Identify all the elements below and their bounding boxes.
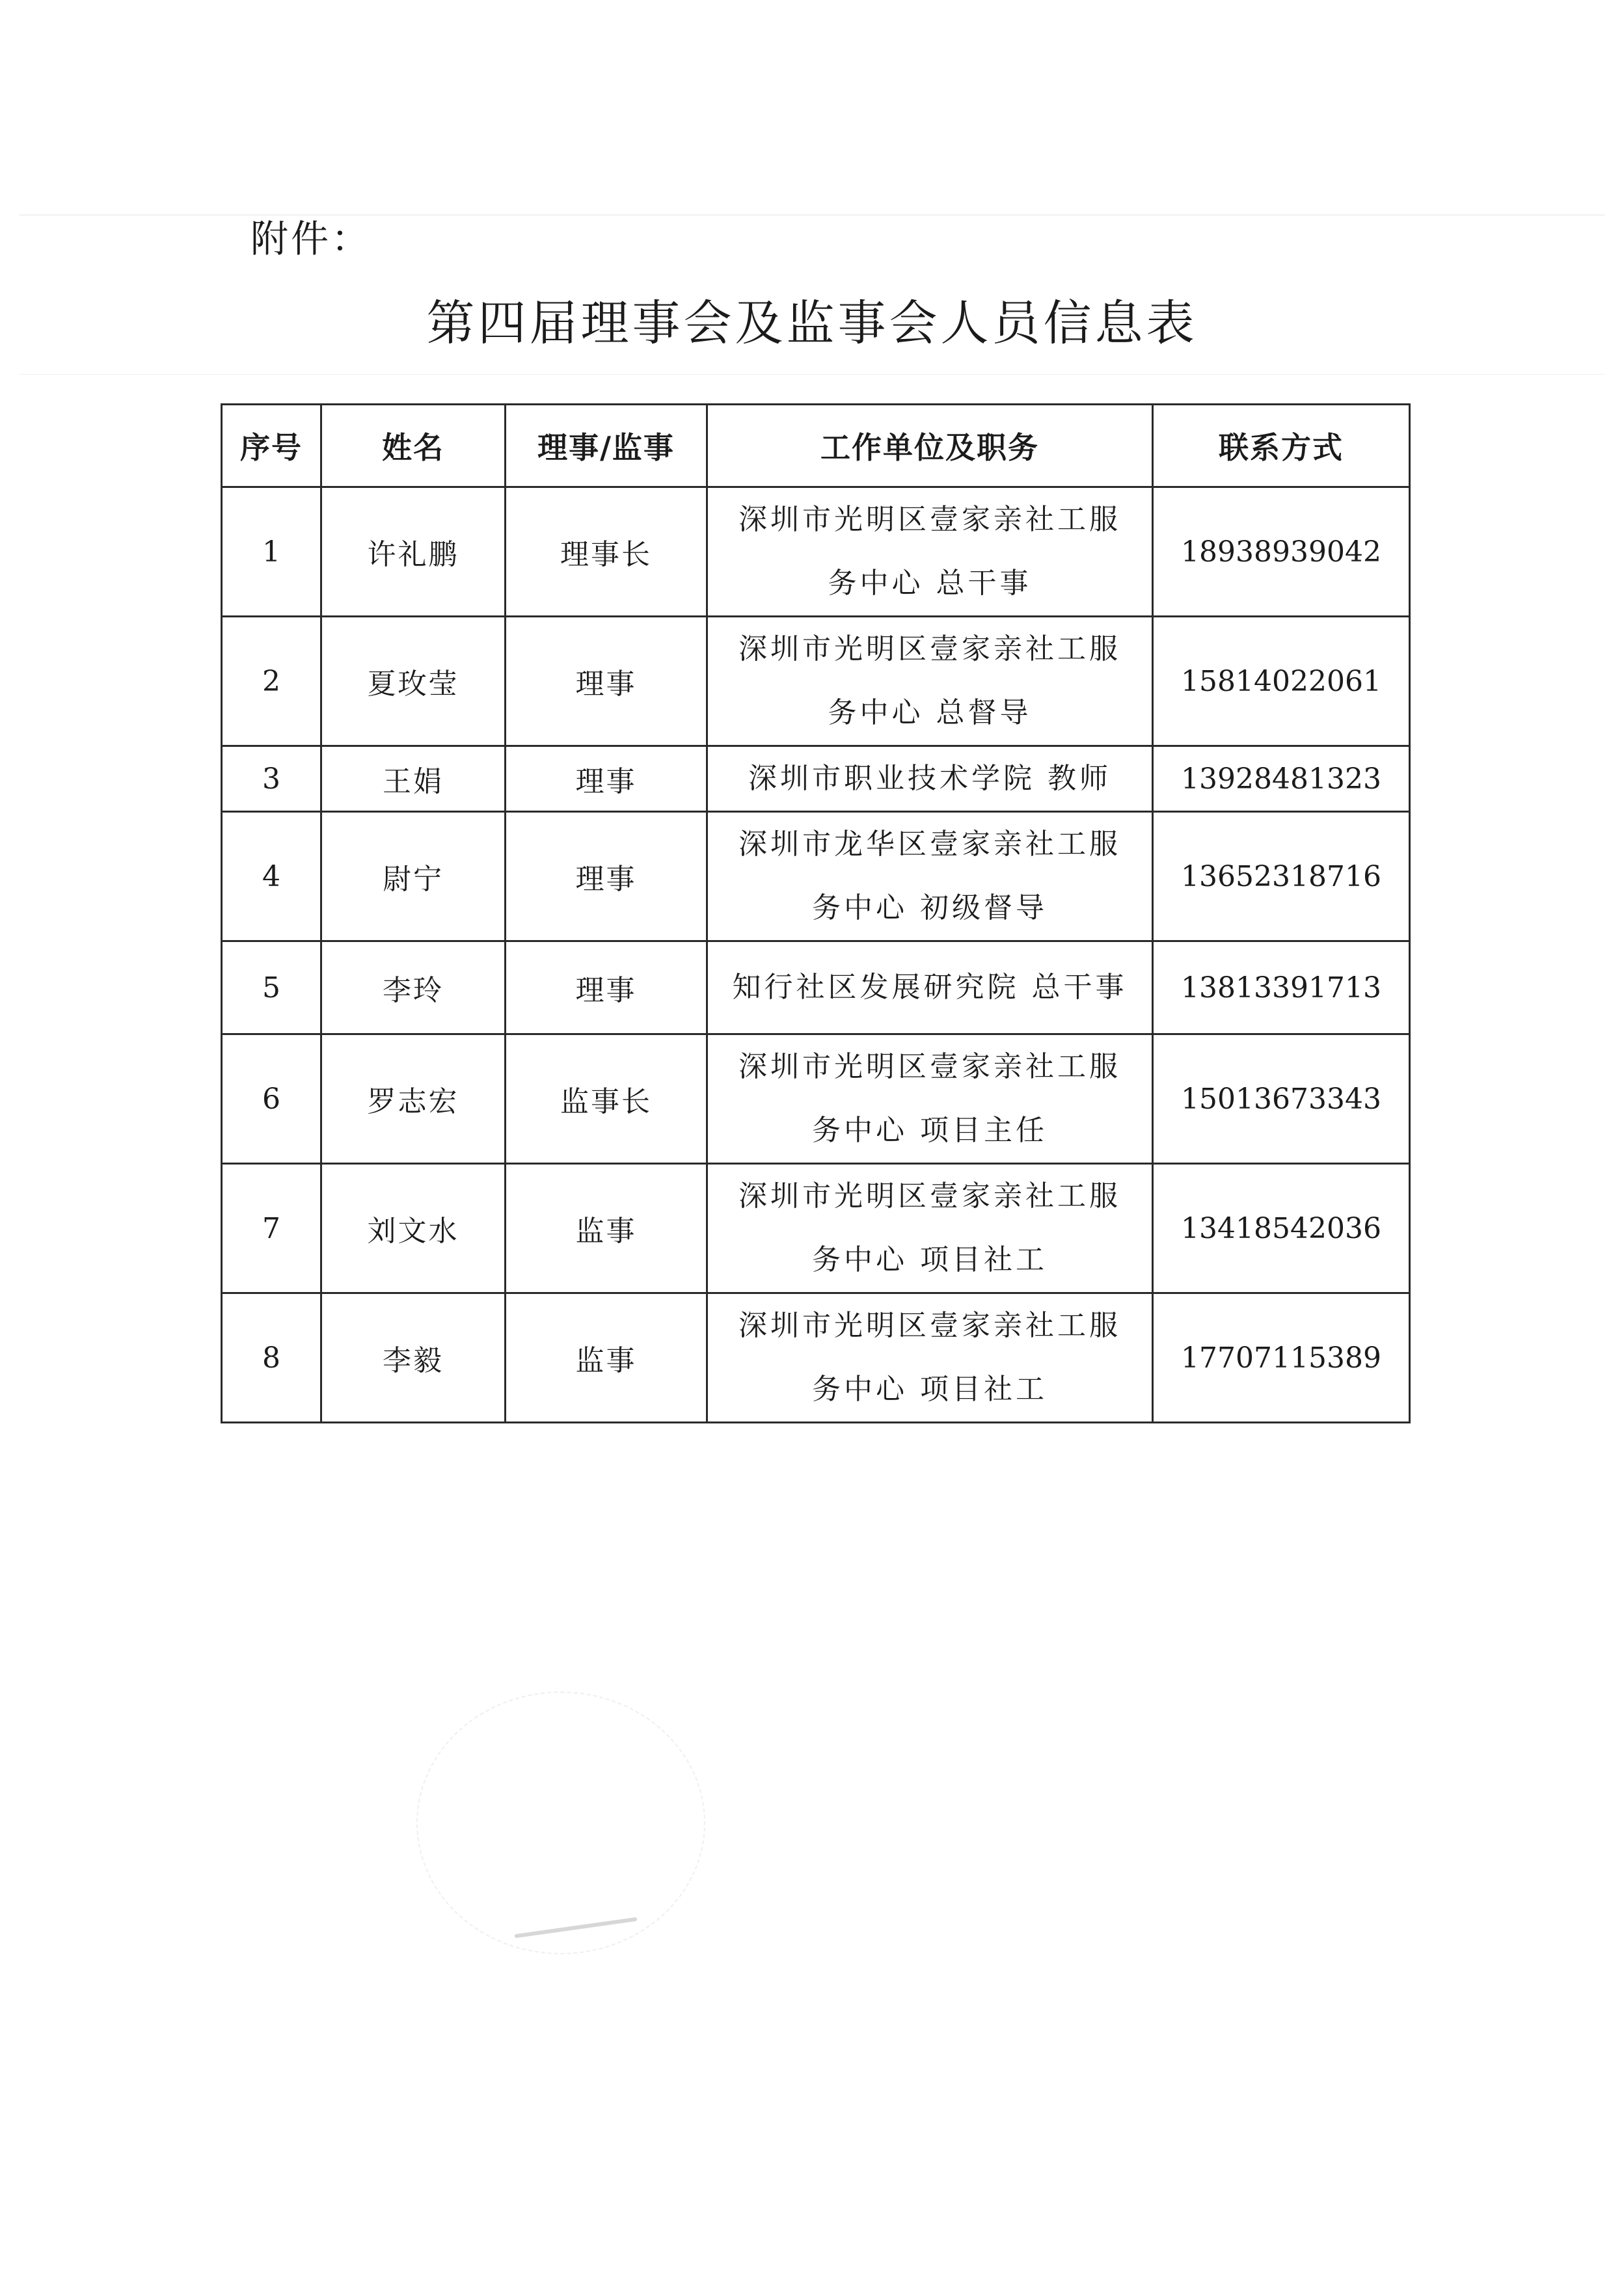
page-title: 第四届理事会及监事会人员信息表 bbox=[426, 295, 1198, 351]
org-line: 深圳市龙华区壹家亲社工服 bbox=[738, 828, 1121, 861]
org-line: 知行社区发展研究院 总干事 bbox=[732, 971, 1128, 1004]
cell-seq: 8 bbox=[222, 1293, 321, 1423]
cell-phone: 13928481323 bbox=[1153, 746, 1410, 812]
org-line: 务中心 总干事 bbox=[828, 567, 1032, 600]
cell-role: 监事 bbox=[506, 1164, 707, 1293]
header-org: 工作单位及职务 bbox=[707, 405, 1153, 487]
cell-seq: 3 bbox=[222, 746, 321, 812]
cell-role: 理事 bbox=[506, 746, 707, 812]
table-row bbox=[222, 1293, 1410, 1423]
cell-phone: 13813391713 bbox=[1153, 941, 1410, 1034]
table-header-row bbox=[222, 405, 1410, 487]
cell-org bbox=[707, 812, 1153, 941]
cell-name: 王娟 bbox=[321, 746, 506, 812]
cell-phone: 13652318716 bbox=[1153, 812, 1410, 941]
org-line: 务中心 项目社工 bbox=[812, 1373, 1048, 1406]
org-line: 深圳市光明区壹家亲社工服 bbox=[738, 1309, 1121, 1342]
table-row bbox=[222, 1164, 1410, 1293]
cell-role: 监事长 bbox=[506, 1034, 707, 1164]
table-row bbox=[222, 487, 1410, 617]
org-line: 务中心 项目社工 bbox=[812, 1243, 1048, 1276]
cell-role: 监事 bbox=[506, 1293, 707, 1423]
cell-name: 罗志宏 bbox=[321, 1034, 506, 1164]
cell-seq: 2 bbox=[222, 617, 321, 746]
cell-phone: 13418542036 bbox=[1153, 1164, 1410, 1293]
org-line: 深圳市光明区壹家亲社工服 bbox=[738, 1050, 1121, 1083]
cell-org bbox=[707, 746, 1153, 812]
cell-phone: 18938939042 bbox=[1153, 487, 1410, 617]
cell-org bbox=[707, 941, 1153, 1034]
cell-phone: 15013673343 bbox=[1153, 1034, 1410, 1164]
table-row bbox=[222, 1034, 1410, 1164]
header-contact: 联系方式 bbox=[1153, 405, 1410, 487]
org-line: 深圳市光明区壹家亲社工服 bbox=[738, 1179, 1121, 1213]
cell-name: 刘文水 bbox=[321, 1164, 506, 1293]
cell-org bbox=[707, 1034, 1153, 1164]
cell-name: 李毅 bbox=[321, 1293, 506, 1423]
attachment-label: 附件： bbox=[250, 217, 372, 261]
cell-seq: 7 bbox=[222, 1164, 321, 1293]
header-name: 姓名 bbox=[321, 405, 506, 487]
cell-role: 理事 bbox=[506, 617, 707, 746]
scan-artifact-line bbox=[20, 374, 1604, 375]
cell-name: 许礼鹏 bbox=[321, 487, 506, 617]
cell-phone: 17707115389 bbox=[1153, 1293, 1410, 1423]
table-row bbox=[222, 617, 1410, 746]
cell-org bbox=[707, 1164, 1153, 1293]
org-line: 务中心 初级督导 bbox=[812, 891, 1048, 924]
table-row bbox=[222, 746, 1410, 812]
cell-role: 理事长 bbox=[506, 487, 707, 617]
org-line: 务中心 总督导 bbox=[828, 696, 1032, 729]
cell-phone: 15814022061 bbox=[1153, 617, 1410, 746]
faded-seal-impression bbox=[416, 1691, 705, 1954]
cell-name: 尉宁 bbox=[321, 812, 506, 941]
cell-org bbox=[707, 1293, 1153, 1423]
cell-seq: 5 bbox=[222, 941, 321, 1034]
table-row bbox=[222, 941, 1410, 1034]
org-line: 深圳市职业技术学院 教师 bbox=[748, 762, 1111, 795]
cell-role: 理事 bbox=[506, 812, 707, 941]
cell-name: 夏玫莹 bbox=[321, 617, 506, 746]
roster-table bbox=[221, 403, 1411, 1423]
cell-seq: 4 bbox=[222, 812, 321, 941]
cell-org bbox=[707, 617, 1153, 746]
org-line: 深圳市光明区壹家亲社工服 bbox=[738, 503, 1121, 536]
cell-seq: 1 bbox=[222, 487, 321, 617]
cell-seq: 6 bbox=[222, 1034, 321, 1164]
org-line: 务中心 项目主任 bbox=[812, 1114, 1048, 1147]
header-seq: 序号 bbox=[222, 405, 321, 487]
org-line: 深圳市光明区壹家亲社工服 bbox=[738, 632, 1121, 666]
cell-role: 理事 bbox=[506, 941, 707, 1034]
cell-name: 李玲 bbox=[321, 941, 506, 1034]
table-row bbox=[222, 812, 1410, 941]
header-role: 理事/监事 bbox=[506, 405, 707, 487]
cell-org bbox=[707, 487, 1153, 617]
